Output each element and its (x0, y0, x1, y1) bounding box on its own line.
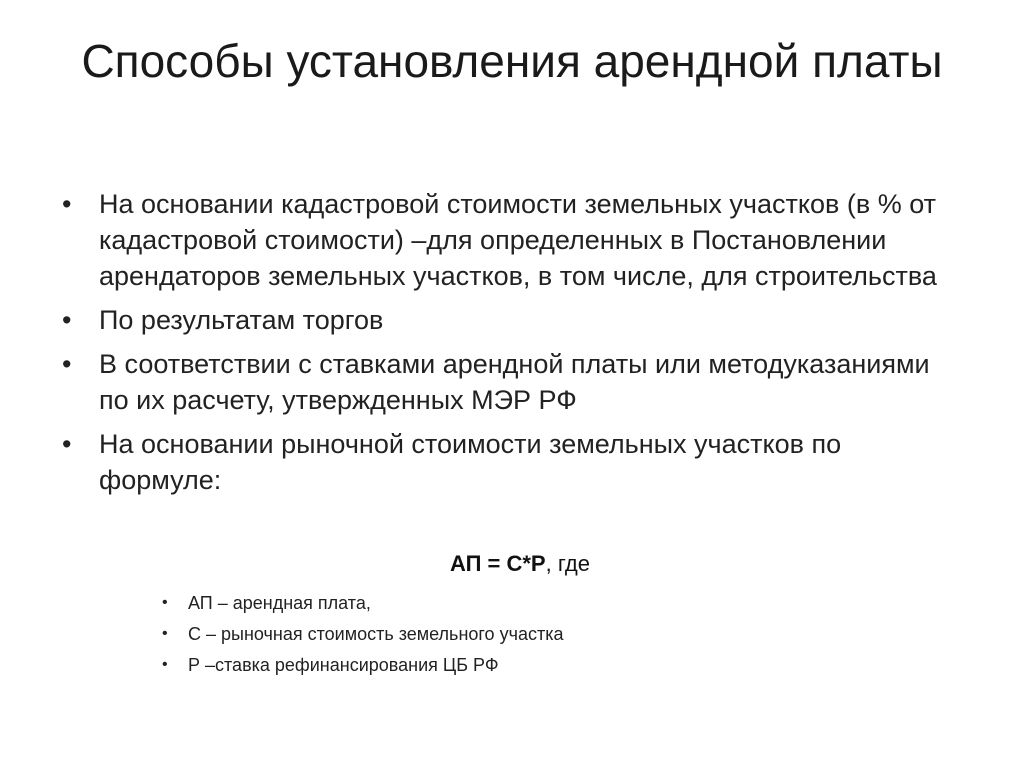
bullet-point-icon: • (162, 594, 168, 611)
bullet-item-rates (62, 346, 962, 418)
formula (450, 550, 590, 578)
bullet-point-icon: • (62, 429, 72, 459)
bullet-point-icon: • (62, 189, 72, 219)
bullet-list (62, 186, 962, 506)
definition-item-ap (162, 592, 802, 614)
bullet-point-icon: • (62, 349, 72, 379)
definition-text: Р –ставка рефинансирования ЦБ РФ (188, 655, 499, 675)
bullet-text: В соответствии с ставками арендной платы или методуказаниями по их расчету, утвержденных МЭР РФ (99, 349, 930, 415)
bullet-item-auction (62, 302, 962, 338)
bullet-point-icon: • (62, 305, 72, 335)
bullet-item-cadastral (62, 186, 962, 294)
bullet-item-market (62, 426, 962, 498)
bullet-point-icon: • (162, 656, 168, 673)
definition-text: С – рыночная стоимость земельного участка (188, 624, 564, 644)
bullet-text: На основании кадастровой стоимости земельных участков (в % от кадастровой стоимости) –для определенных в Постановлении арендаторов земельных участков, в том числе, для строительства (99, 189, 937, 291)
formula-suffix: , где (545, 551, 590, 576)
definition-text: АП – арендная плата, (188, 593, 371, 613)
bullet-text: На основании рыночной стоимости земельных участков по формуле: (99, 429, 842, 495)
definition-list (162, 592, 802, 685)
formula-expression: АП = С*Р (450, 551, 546, 576)
definition-item-c (162, 623, 802, 645)
bullet-text: По результатам торгов (99, 305, 384, 335)
definition-item-r (162, 654, 802, 676)
bullet-point-icon: • (162, 625, 168, 642)
slide-title: Способы установления арендной платы (81, 35, 943, 87)
